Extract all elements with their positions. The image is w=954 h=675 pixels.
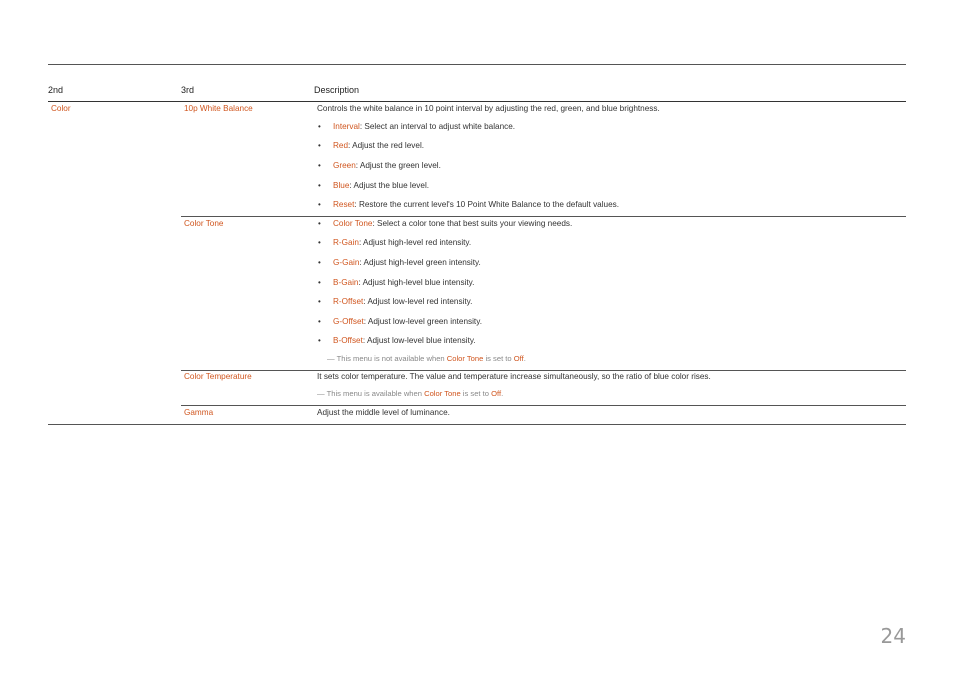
page-top-rule bbox=[48, 64, 906, 65]
bullet-icon: • bbox=[318, 200, 321, 209]
color-tone-note: ― This menu is not available when Color Tone is set to Off. bbox=[327, 354, 526, 363]
row-divider bbox=[181, 216, 906, 217]
bullet-icon: • bbox=[318, 258, 321, 267]
item-interval: Interval: Select an interval to adjust white balance. bbox=[333, 122, 516, 131]
bullet-icon: • bbox=[318, 278, 321, 287]
bullet-icon: • bbox=[318, 219, 321, 228]
white-balance-intro: Controls the white balance in 10 point interval by adjusting the red, green, and blue brightness. bbox=[317, 104, 660, 113]
bullet-icon: • bbox=[318, 297, 321, 306]
menu-color-temperature: Color Temperature bbox=[184, 372, 252, 381]
color-temperature-note: ― This menu is available when Color Tone is set to Off. bbox=[317, 389, 504, 398]
menu-gamma: Gamma bbox=[184, 408, 214, 417]
item-r-gain: R-Gain: Adjust high-level red intensity. bbox=[333, 238, 472, 247]
row-divider bbox=[181, 405, 906, 406]
page-number: 24 bbox=[880, 624, 906, 648]
header-rule bbox=[48, 101, 906, 102]
bullet-icon: • bbox=[318, 122, 321, 131]
item-g-gain: G-Gain: Adjust high-level green intensity. bbox=[333, 258, 481, 267]
column-header-2nd: 2nd bbox=[48, 85, 64, 95]
item-blue: Blue: Adjust the blue level. bbox=[333, 181, 430, 190]
bullet-icon: • bbox=[318, 336, 321, 345]
item-red: Red: Adjust the red level. bbox=[333, 141, 425, 150]
bullet-icon: • bbox=[318, 317, 321, 326]
table-bottom-rule bbox=[48, 424, 906, 425]
item-b-offset: B-Offset: Adjust low-level blue intensity. bbox=[333, 336, 476, 345]
column-header-3rd: 3rd bbox=[181, 85, 195, 95]
bullet-icon: • bbox=[318, 141, 321, 150]
item-green: Green: Adjust the green level. bbox=[333, 161, 441, 170]
gamma-desc: Adjust the middle level of luminance. bbox=[317, 408, 450, 417]
bullet-icon: • bbox=[318, 181, 321, 190]
item-color-tone: Color Tone: Select a color tone that best suits your viewing needs. bbox=[333, 219, 573, 228]
menu-10p-white-balance: 10p White Balance bbox=[184, 104, 253, 113]
color-temperature-desc: It sets color temperature. The value and temperature increase simultaneously, so the ratio of blue color rises. bbox=[317, 372, 711, 381]
menu-color: Color bbox=[51, 104, 71, 113]
item-r-offset: R-Offset: Adjust low-level red intensity. bbox=[333, 297, 473, 306]
item-b-gain: B-Gain: Adjust high-level blue intensity. bbox=[333, 278, 475, 287]
menu-color-tone: Color Tone bbox=[184, 219, 224, 228]
column-header-description: Description bbox=[314, 85, 360, 95]
bullet-icon: • bbox=[318, 161, 321, 170]
item-g-offset: G-Offset: Adjust low-level green intensity. bbox=[333, 317, 482, 326]
row-divider bbox=[181, 370, 906, 371]
bullet-icon: • bbox=[318, 238, 321, 247]
item-reset: Reset: Restore the current level's 10 Point White Balance to the default values. bbox=[333, 200, 620, 209]
